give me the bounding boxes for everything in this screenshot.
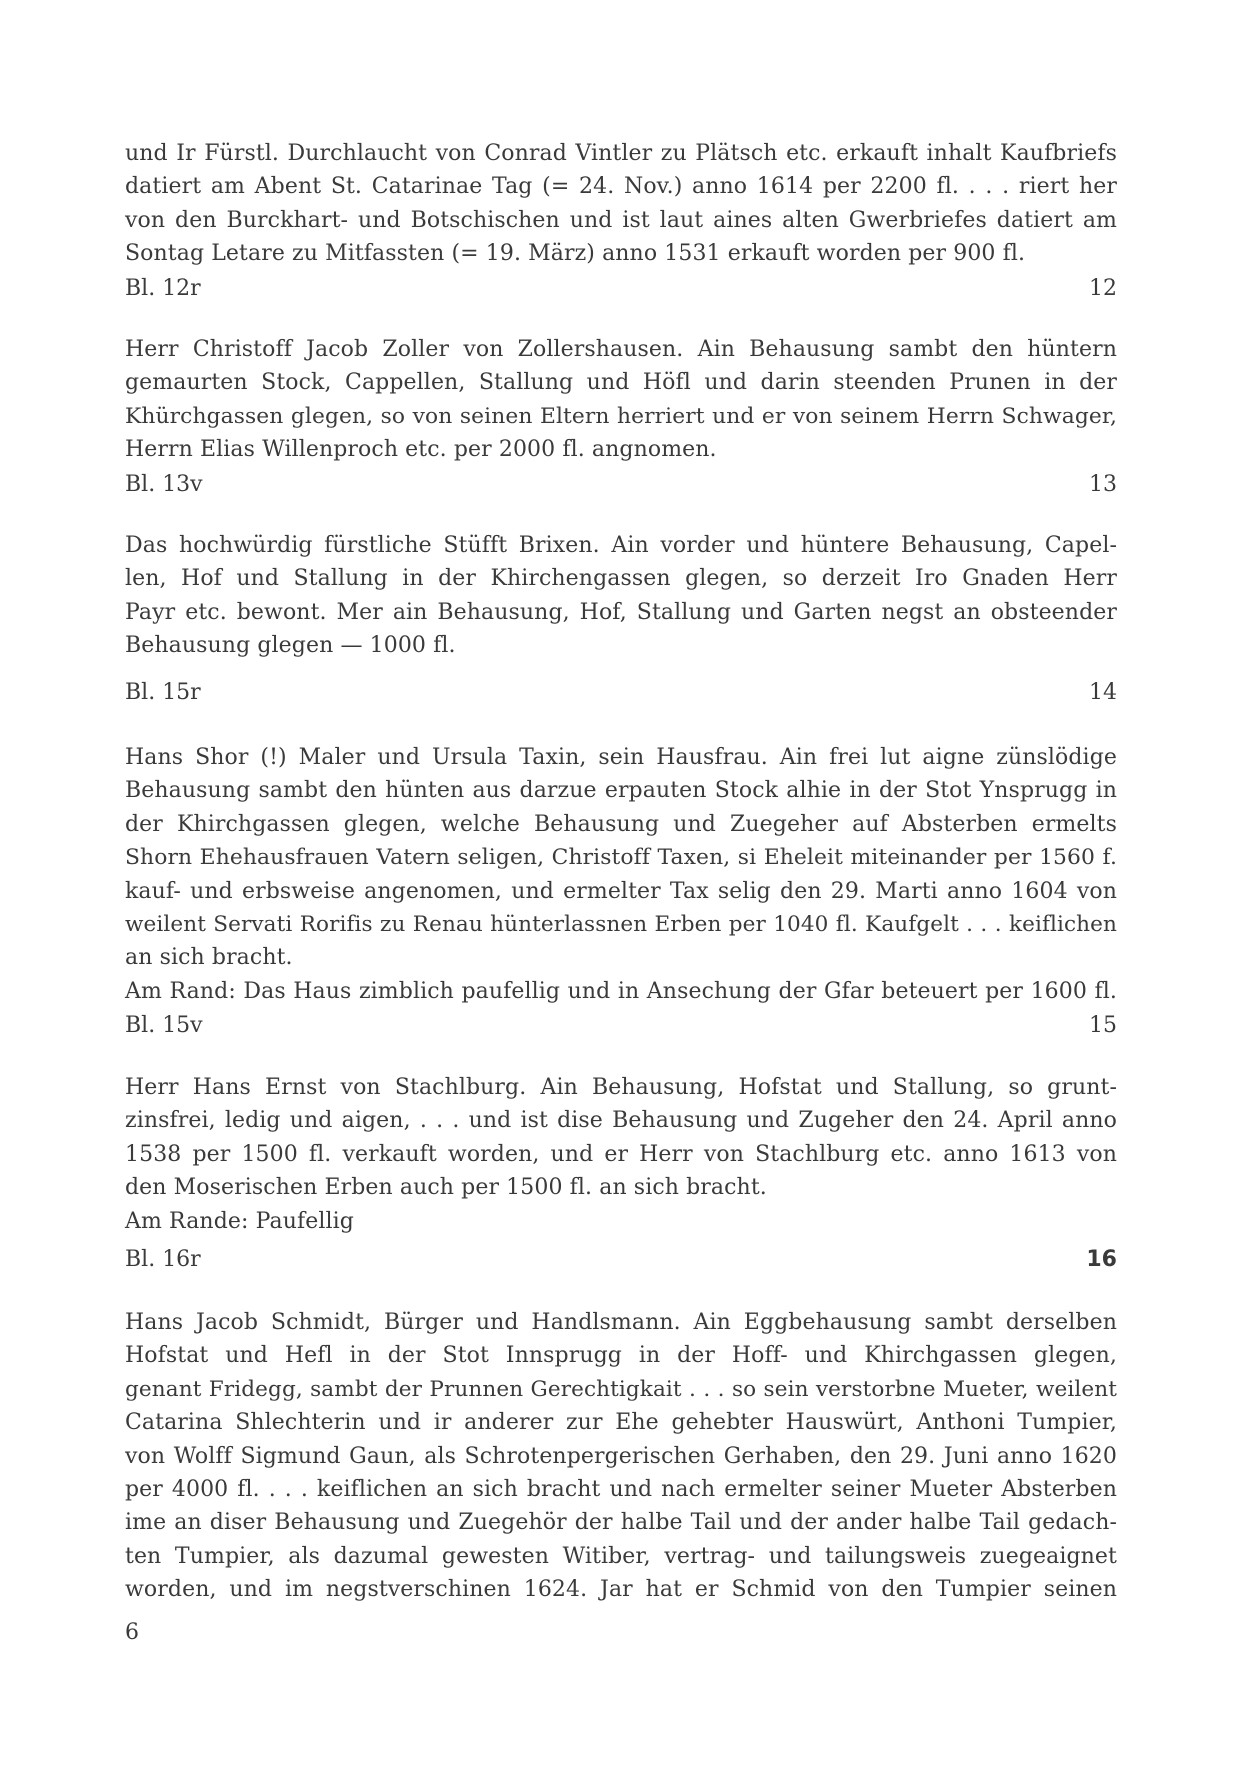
text-line: kauf- und erbsweise angenomen, und ermelter Tax selig den 29. Marti anno 1604 von	[125, 878, 1117, 904]
entry-text	[125, 137, 1117, 271]
text-line: ime an diser Behausung und Zuegehör der halbe Tail und der ander halbe Tail gedach-	[125, 1510, 1117, 1536]
text-line: Khürchgassen glegen, so von seinen Eltern herriert und er von seinem Herrn Schwager,	[125, 403, 1117, 429]
folio-label: Bl. 15v	[125, 1013, 203, 1038]
entry-text	[125, 1071, 1117, 1238]
folio-reference	[125, 1009, 1117, 1043]
text-line: gemaurten Stock, Cappellen, Stallung und Höfl und darin steenden Prunen in der	[125, 370, 1117, 396]
text-line: 1538 per 1500 fl. verkauft worden, und er Herr von Stachlburg etc. anno 1613 von	[125, 1141, 1117, 1167]
folio-label: Bl. 13v	[125, 472, 203, 497]
entry-number: 14	[1089, 680, 1117, 705]
text-line: Das hochwürdig fürstliche Stüfft Brixen. Ain vorder und hüntere Behausung, Capel-	[125, 533, 1117, 558]
text-line: Behausung sambt den hünten aus darzue erpauten Stock alhie in der Stot Ynsprugg in	[125, 778, 1117, 804]
text-line: Hofstat und Hefl in der Stot Innsprugg in der Hoff- und Khirchgassen glegen,	[125, 1343, 1117, 1369]
page-number: 6	[125, 1620, 139, 1645]
text-line: Payr etc. bewont. Mer ain Behausung, Hof, Stallung und Garten negst an obsteender	[125, 599, 1117, 625]
text-line: an sich bracht.	[125, 945, 293, 971]
text-line: len, Hof und Stallung in der Khirchengassen glegen, so derzeit Iro Gnaden Herr	[125, 566, 1117, 592]
text-line: worden, und im negstverschinen 1624. Jar hat er Schmid von den Tumpier seinen	[125, 1577, 1117, 1603]
folio-reference	[125, 272, 1117, 306]
entry-text	[125, 529, 1117, 663]
entry-number: 15	[1089, 1013, 1117, 1038]
text-line: von den Burckhart- und Botschischen und ist laut aines alten Gwerbriefes datiert am	[125, 207, 1117, 233]
text-line: Hans Jacob Schmidt, Bürger und Handlsmann. Ain Eggbehausung sambt derselben	[125, 1310, 1117, 1335]
text-line: datiert am Abent St. Catarinae Tag (= 24. Nov.) anno 1614 per 2200 fl. . . . riert her	[125, 174, 1117, 200]
text-line: per 4000 fl. . . . keiflichen an sich bracht und nach ermelter seiner Mueter Absterben	[125, 1477, 1117, 1503]
text-line: ten Tumpier, als dazumal gewesten Witiber, vertrag- und tailungsweis zuegeaignet	[125, 1543, 1117, 1569]
folio-label: Bl. 16r	[125, 1247, 201, 1272]
margin-note: Am Rande: Paufellig	[125, 1208, 354, 1234]
text-line: Sontag Letare zu Mitfassten (= 19. März) anno 1531 erkauft worden per 900 fl.	[125, 241, 1026, 267]
text-line: der Khirchgassen glegen, welche Behausung und Zuegeher auf Absterben ermelts	[125, 811, 1117, 837]
entry-number: 12	[1089, 276, 1117, 301]
entry-number: 13	[1089, 472, 1117, 497]
text-line: Hans Shor (!) Maler und Ursula Taxin, sein Hausfrau. Ain frei lut aigne zünslödige	[125, 745, 1117, 770]
entry-text	[125, 333, 1117, 467]
entry-text	[125, 741, 1117, 1008]
folio-label: Bl. 15r	[125, 680, 201, 705]
text-line: Shorn Ehehausfrauen Vatern seligen, Christoff Taxen, si Eheleit miteinander per 1560 f.	[125, 845, 1117, 871]
entry-number: 16	[1086, 1247, 1117, 1272]
text-line: Catarina Shlechterin und ir anderer zur Ehe gehebter Hauswürt, Anthoni Tumpier,	[125, 1410, 1117, 1436]
text-line: Herrn Elias Willenproch etc. per 2000 fl. angnomen.	[125, 437, 717, 463]
text-line: Behausung glegen — 1000 fl.	[125, 633, 456, 659]
folio-reference	[125, 1243, 1117, 1277]
folio-reference	[125, 676, 1117, 710]
text-line: Herr Christoff Jacob Zoller von Zollershausen. Ain Behausung sambt den hüntern	[125, 337, 1117, 362]
text-line: von Wolff Sigmund Gaun, als Schrotenpergerischen Gerhaben, den 29. Juni anno 1620	[125, 1443, 1117, 1469]
text-line: genant Fridegg, sambt der Prunnen Gerechtigkait . . . so sein verstorbne Mueter, weilent	[125, 1376, 1117, 1402]
text-line: weilent Servati Rorifis zu Renau hünterlassnen Erben per 1040 fl. Kaufgelt . . . keiflichen	[125, 912, 1117, 938]
margin-note: Am Rand: Das Haus zimblich paufellig und in Ansechung der Gfar beteuert per 1600 fl.	[125, 978, 1117, 1004]
text-line: zinsfrei, ledig und aigen, . . . und ist dise Behausung und Zugeher den 24. April anno	[125, 1108, 1117, 1134]
text-line: und Ir Fürstl. Durchlaucht von Conrad Vintler zu Plätsch etc. erkauft inhalt Kaufbriefs	[125, 141, 1117, 166]
entry-text	[125, 1306, 1117, 1607]
text-line: Herr Hans Ernst von Stachlburg. Ain Behausung, Hofstat und Stallung, so grunt-	[125, 1075, 1117, 1100]
folio-label: Bl. 12r	[125, 276, 201, 301]
text-line: den Moserischen Erben auch per 1500 fl. an sich bracht.	[125, 1175, 767, 1201]
folio-reference	[125, 468, 1117, 502]
